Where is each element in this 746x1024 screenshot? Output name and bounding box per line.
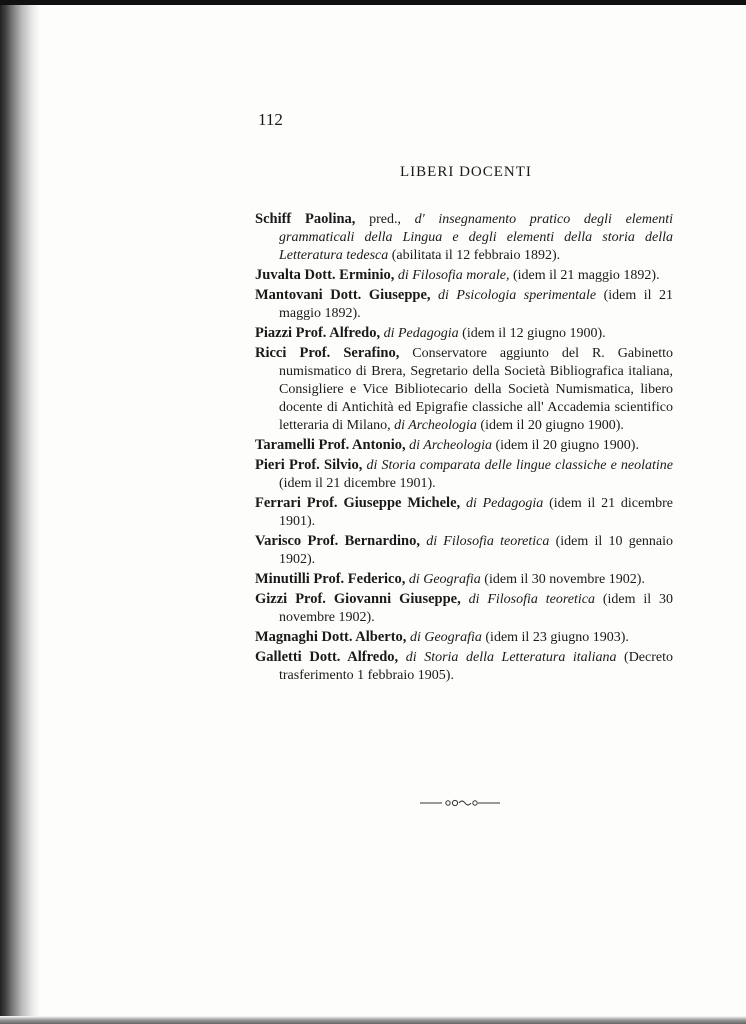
entry-name: Schiff Paolina, (255, 211, 356, 227)
list-item (255, 436, 673, 455)
entry-subject: di Pedagogia (465, 496, 544, 511)
entry-date: (idem il 20 giugno 1900). (476, 418, 624, 433)
page-title: LIBERI DOCENTI (400, 164, 532, 180)
page-top-edge (0, 0, 746, 5)
entry-name: Ferrari Prof. Giuseppe Michele, (255, 495, 461, 511)
entry-text (431, 288, 439, 303)
list-item (255, 344, 673, 435)
entry-name: Mantovani Dott. Giuseppe, (255, 287, 431, 303)
entry-text: Conservatore aggiunto del R. Gabinetto numismatico di Brera, Segretario della Società Bibliografica italiana, Consigliere e Vice Bibliotecario della Società Numismatica, libero docente di Antichità ed Epigrafie classiche all' Accademia scientifico letteraria di Milano, (279, 346, 673, 433)
entry-name: Galletti Dott. Alfredo, (255, 649, 399, 665)
entry-subject: di Archeologia (394, 418, 477, 433)
entry-name: Piazzi Prof. Alfredo, (255, 325, 381, 341)
entry-subject: di Geografia (409, 630, 482, 645)
entry-date: (abilitata il 12 febbraio 1892). (388, 248, 561, 263)
entry-name: Magnaghi Dott. Alberto, (255, 629, 407, 645)
entry-date: (idem il 21 dicembre 1901). (279, 496, 673, 529)
entry-date: (idem il 30 novembre 1902). (279, 592, 674, 625)
list-item (255, 570, 673, 589)
entry-subject: di Storia della Letteratura italiana (405, 650, 617, 665)
entry-date: (idem il 30 novembre 1902). (480, 572, 645, 587)
entry-subject: di Storia comparata delle lingue classiche e neolatine (366, 458, 674, 473)
entry-date: (idem il 20 giugno 1900). (491, 438, 639, 453)
list-item (255, 324, 673, 343)
entry-name: Varisco Prof. Bernardino, (255, 533, 420, 549)
entry-name: Pieri Prof. Silvio, (255, 457, 363, 473)
section-end-ornament (420, 797, 500, 809)
page-bottom-edge (0, 1016, 746, 1024)
entry-text (461, 592, 469, 607)
entry-name: Minutilli Prof. Federico, (255, 571, 406, 587)
list-item (255, 648, 673, 685)
entry-subject: di Filosofia teoretica (468, 592, 596, 607)
list-item (255, 590, 673, 627)
entry-name: Taramelli Prof. Antonio, (255, 437, 406, 453)
entry-subject: di Filosofia morale, (397, 268, 510, 283)
entry-text (398, 650, 406, 665)
docenti-list (255, 210, 673, 686)
entry-date: (idem il 21 dicembre 1901). (279, 476, 436, 491)
page-binding-shadow (0, 0, 40, 1024)
entry-text: pred., (355, 212, 415, 227)
entry-subject: di Psicologia sperimentale (438, 288, 597, 303)
entry-date: (idem il 23 giugno 1903). (481, 630, 629, 645)
entry-name: Gizzi Prof. Giovanni Giuseppe, (255, 591, 461, 607)
entry-subject: di Filosofia teoretica (426, 534, 550, 549)
entry-date: (idem il 12 giugno 1900). (458, 326, 606, 341)
list-item (255, 532, 673, 569)
list-item (255, 628, 673, 647)
list-item (255, 266, 673, 285)
entry-date: (idem il 10 gennaio 1902). (279, 534, 674, 567)
entry-subject: d' insegnamento pratico degli elementi grammaticali della Lingua e degli elementi della storia della Letteratura tedesca (279, 212, 673, 263)
list-item (255, 210, 673, 265)
entry-name: Juvalta Dott. Erminio, (255, 267, 395, 283)
page-number: 112 (258, 110, 283, 129)
entry-name: Ricci Prof. Serafino, (255, 345, 400, 361)
list-item (255, 494, 673, 531)
list-item (255, 286, 673, 323)
entry-subject: di Pedagogia (383, 326, 459, 341)
entry-date: (idem il 21 maggio 1892). (279, 288, 674, 321)
entry-date: (Decreto trasferimento 1 febbraio 1905). (279, 650, 674, 683)
list-item (255, 456, 673, 493)
entry-subject: di Geografia (408, 572, 481, 587)
entry-date: (idem il 21 maggio 1892). (509, 268, 660, 283)
entry-subject: di Archeologia (409, 438, 492, 453)
